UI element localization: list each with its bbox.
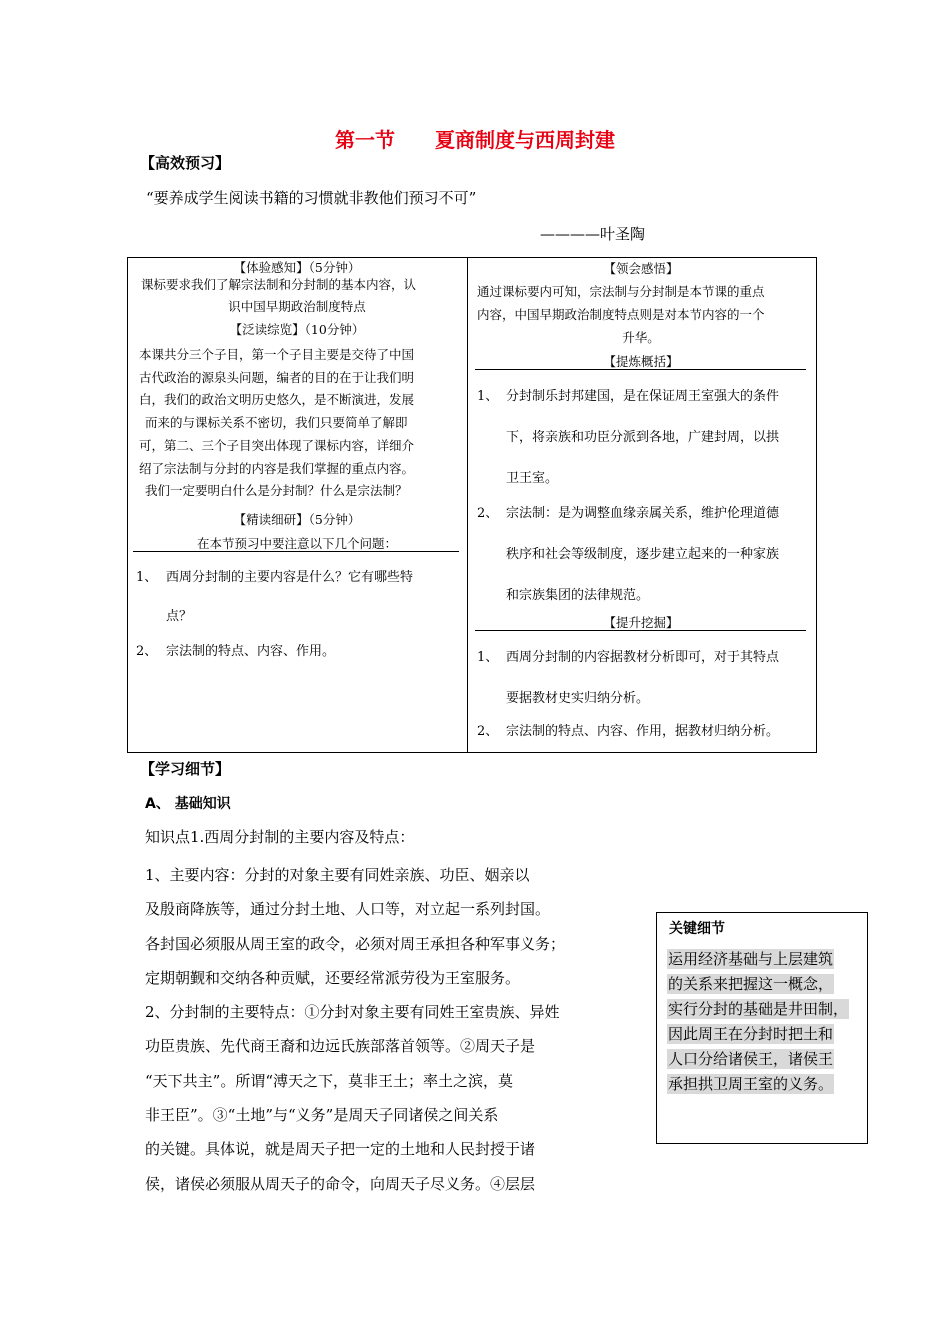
dig-deeper-heading: 【提升挖掘】 xyxy=(603,615,679,630)
question-number: 1、 xyxy=(136,570,158,585)
key-details-line: 的关系来把握这一概念， xyxy=(668,975,834,993)
comprehend-text-line: 通过课标要内可知，宗法制与分封制是本节课的重点 xyxy=(477,284,765,299)
knowledge-point-title: 知识点1.西周分封制的主要内容及特点： xyxy=(145,828,415,846)
question-text: 点？ xyxy=(166,609,193,624)
body-line: 功臣贵族、先代商王裔和边远氏族部落首领等。②周天子是 xyxy=(145,1037,536,1056)
summarize-heading: 【提炼概括】 xyxy=(603,354,679,369)
key-details-line: 人口分给诸侯王，诸侯王 xyxy=(668,1050,834,1068)
item-text: 分封制乐封邦建国，是在保证周王室强大的条件 xyxy=(506,389,780,404)
browse-line: 古代政治的源泉头问题，编者的目的在于让我们明 xyxy=(139,369,415,385)
quote-author: ————叶圣陶 xyxy=(540,225,646,243)
browse-line: 而来的与课标关系不密切，我们只要简单了解即 xyxy=(145,415,408,431)
quote: “要养成学生阅读书籍的习惯就非教他们预习不可” xyxy=(146,189,477,207)
experience-text-line: 课标要求我们了解宗法制和分封制的基本内容，认 xyxy=(141,277,417,292)
experience-text-line: 识中国早期政治制度特点 xyxy=(228,299,366,314)
browse-line: 可，第二、三个子目突出体现了课标内容，详细介 xyxy=(139,437,415,453)
key-details-line: 承担拱卫周王室的义务。 xyxy=(668,1075,834,1093)
body-text xyxy=(145,858,565,1201)
question-text: 西周分封制的主要内容是什么？它有哪些特 xyxy=(166,570,414,585)
item-text: 卫王室。 xyxy=(506,471,559,486)
body-line: 1、主要内容：分封的对象主要有同姓亲族、功臣、姻亲以 xyxy=(145,866,530,884)
body-line: 及殷商降族等，通过分封土地、人口等，对立起一系列封国。 xyxy=(145,900,551,919)
body-line: 2、分封制的主要特点：①分封对象主要有同姓王室贵族、异姓 xyxy=(145,1003,560,1022)
key-details-text xyxy=(667,946,849,1096)
browse-line: 本课共分三个子目，第一个子目主要是交待了中国 xyxy=(139,347,415,362)
study-header: 【学习细节】 xyxy=(140,760,231,778)
rule-line xyxy=(133,551,459,552)
comprehend-heading: 【领会感悟】 xyxy=(603,261,679,276)
browse-line: 绍了宗法制与分封的内容是我们掌握的重点内容。 xyxy=(139,460,415,476)
body-line: 定期朝觐和交纳各种贡赋，还要经常派劳役为王室服务。 xyxy=(145,968,521,987)
body-line: “天下共主”。所谓“溥天之下，莫非王土；率土之滨，莫 xyxy=(145,1071,514,1090)
key-details-line: 实行分封的基础是井田制， xyxy=(668,1000,849,1018)
item-number: 2、 xyxy=(477,724,499,739)
item-text: 西周分封制的内容据教材分析即可，对于其特点 xyxy=(506,650,780,665)
close-read-heading: 【精读细研】（5分钟） xyxy=(233,512,361,527)
browse-line: 我们一定要明白什么是分封制？什么是宗法制？ xyxy=(145,483,408,499)
item-text: 和宗族集团的法律规范。 xyxy=(506,588,650,603)
item-text: 宗法制的特点、内容、作用，据教材归纳分析。 xyxy=(506,724,780,739)
item-text: 要据教材史实归纳分析。 xyxy=(506,691,650,706)
browse-text xyxy=(139,344,414,503)
rule-line xyxy=(475,630,806,631)
comprehend-text-line: 升华。 xyxy=(622,330,660,345)
item-number: 1、 xyxy=(477,389,499,404)
item-text: 下，将亲族和功臣分派到各地，广建封周，以拱 xyxy=(506,430,780,445)
close-read-text: 在本节预习中要注意以下几个问题： xyxy=(196,536,397,551)
comprehend-text-line: 内容，中国早期政治制度特点则是对本节内容的一个 xyxy=(477,307,765,322)
key-details-title: 关键细节 xyxy=(669,921,725,937)
item-number: 1、 xyxy=(477,650,499,665)
body-line: 侯，诸侯必须服从周天子的命令，向周天子尽义务。④层层 xyxy=(145,1174,536,1193)
question-number: 2、 xyxy=(136,644,158,659)
item-text: 秩序和社会等级制度，逐步建立起来的一种家族 xyxy=(506,547,780,562)
key-details-line: 运用经济基础与上层建筑 xyxy=(668,950,834,968)
experience-heading: 【体验感知】（5分钟） xyxy=(233,260,361,275)
rule-line xyxy=(475,369,806,370)
question-text: 宗法制的特点、内容、作用。 xyxy=(166,644,336,659)
body-line: 各封国必须服从周王室的政令，必须对周王承担各种军事义务； xyxy=(145,934,566,953)
body-line: 的关键。具体说，就是周天子把一定的土地和人民封授于诸 xyxy=(145,1140,536,1159)
key-details-line: 因此周王在分封时把土和 xyxy=(668,1025,834,1043)
body-line: 非王臣”。③“土地”与“义务”是周天子同诸侯之间关系 xyxy=(145,1106,499,1125)
page-title: 第一节 夏商制度与西周封建 xyxy=(335,128,615,152)
preview-header: 【高效预习】 xyxy=(140,154,231,172)
item-text: 宗法制：是为调整血缘亲属关系，维护伦理道德 xyxy=(506,506,780,521)
item-number: 2、 xyxy=(477,506,499,521)
browse-heading: 【泛读综览】（10分钟） xyxy=(229,322,365,337)
section-a-heading: A、 基础知识 xyxy=(145,796,231,812)
browse-line: 白，我们的政治文明历史悠久，是不断演进，发展 xyxy=(139,392,415,408)
